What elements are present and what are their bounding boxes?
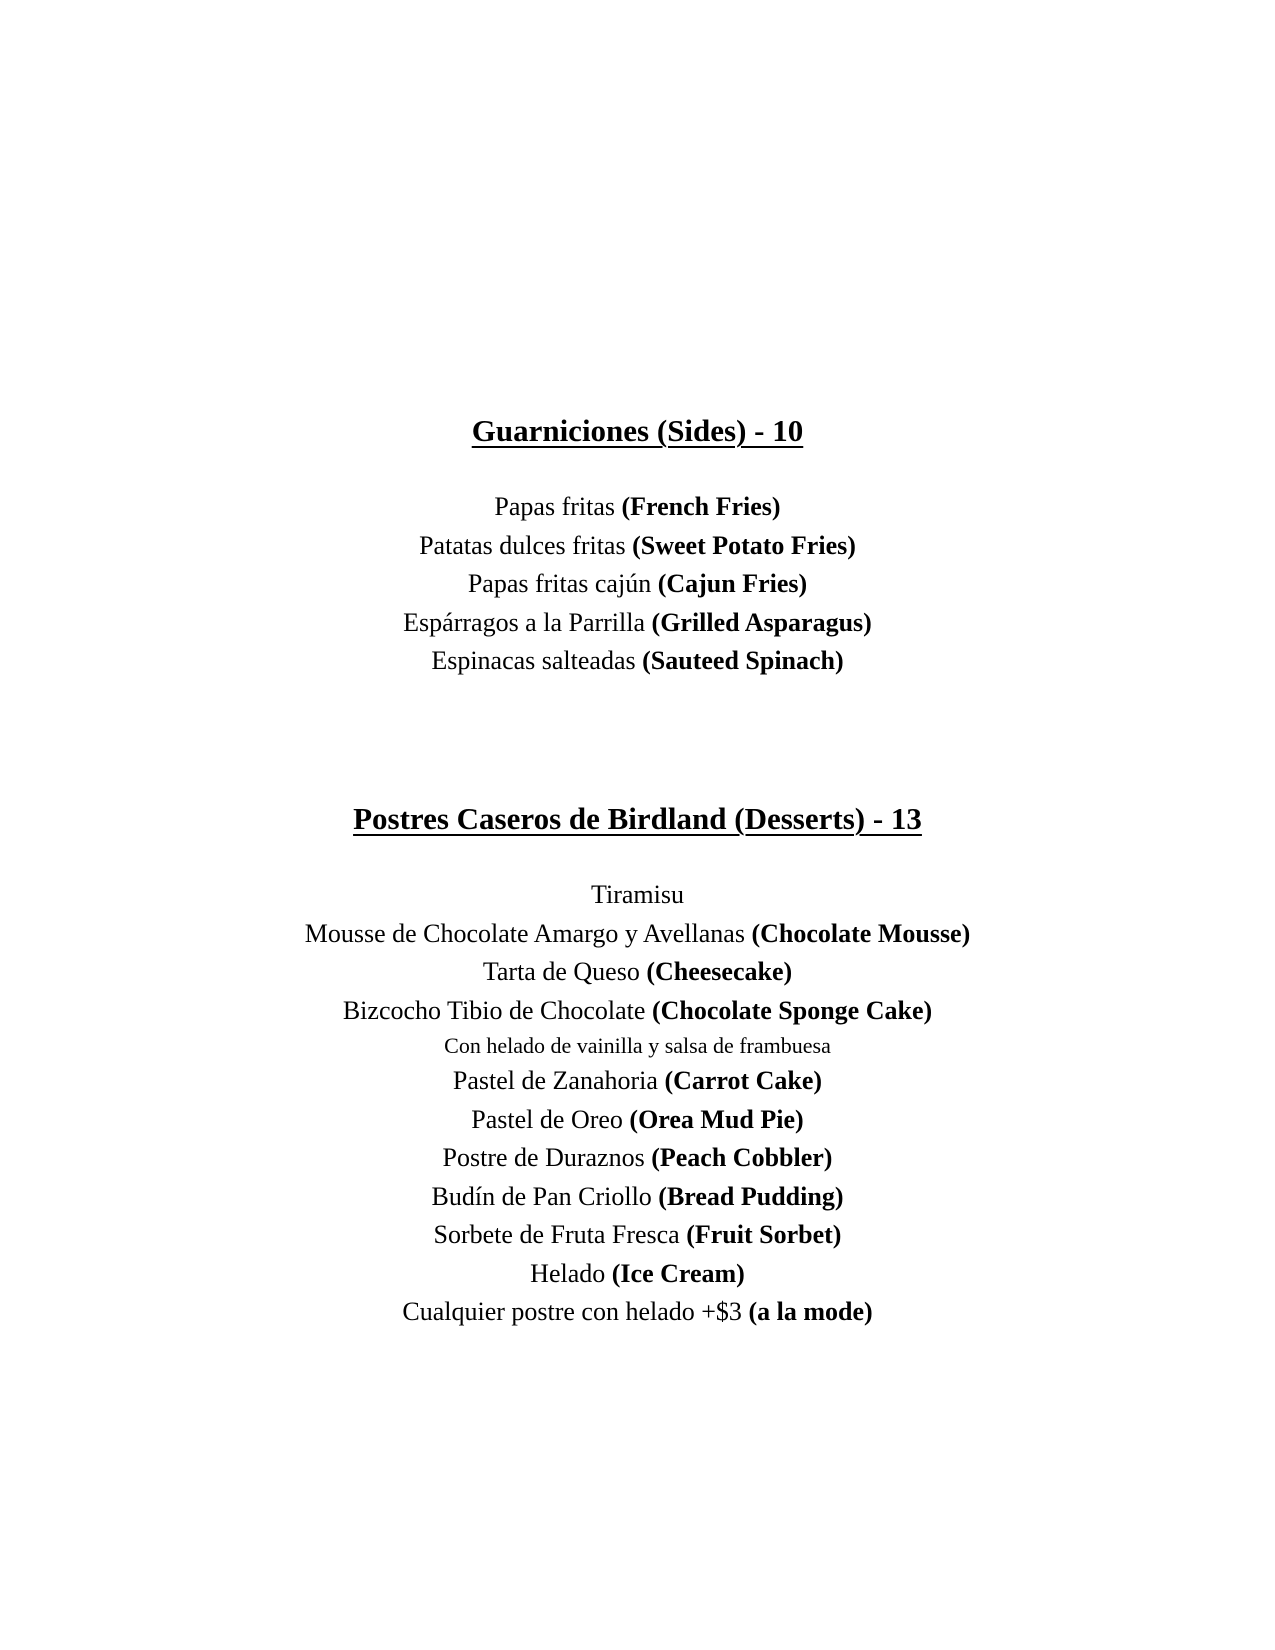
item-name-en: (Sweet Potato Fries) <box>632 530 856 560</box>
item-name-en: (Cajun Fries) <box>657 569 808 598</box>
menu-item <box>0 488 1275 527</box>
desserts-section <box>0 800 1275 1332</box>
item-name-en: (Cheesecake) <box>646 957 793 986</box>
menu-item <box>0 1101 1275 1140</box>
menu-item <box>0 565 1275 604</box>
item-name-en: (Bread Pudding) <box>658 1181 844 1211</box>
sides-list <box>0 488 1275 681</box>
item-name-es: Tarta de Queso <box>482 957 647 986</box>
item-name-es: Helado <box>530 1258 612 1288</box>
item-name-es: Pastel de Oreo <box>471 1104 630 1134</box>
menu-item <box>0 1178 1275 1217</box>
menu-item <box>0 527 1275 566</box>
item-name-en: (Peach Cobbler) <box>651 1143 833 1172</box>
item-name-es: Patatas dulces fritas <box>419 530 633 560</box>
item-name-en: (Chocolate Mousse) <box>751 918 971 948</box>
item-name-en: (Fruit Sorbet) <box>686 1220 842 1249</box>
menu-item <box>0 992 1275 1031</box>
item-name-en: (Grilled Asparagus) <box>651 607 872 637</box>
item-name-es: Espárragos a la Parrilla <box>403 607 652 637</box>
item-name-en: (Orea Mud Pie) <box>629 1104 804 1134</box>
menu-item <box>0 1062 1275 1101</box>
menu-item <box>0 642 1275 681</box>
menu-item <box>0 1216 1275 1255</box>
item-name-es: Sorbete de Fruta Fresca <box>433 1220 687 1249</box>
item-name-en: (French Fries) <box>621 492 781 521</box>
item-name-en: (Sauteed Spinach) <box>642 646 844 675</box>
item-name-es: Espinacas salteadas <box>431 646 643 675</box>
desserts-list <box>0 876 1275 1332</box>
item-name-es: Papas fritas cajún <box>467 569 658 598</box>
menu-item <box>0 876 1275 915</box>
item-name-en: (Carrot Cake) <box>664 1066 823 1095</box>
menu-item <box>0 1139 1275 1178</box>
desserts-heading: Postres Caseros de Birdland (Desserts) - 13 <box>353 801 922 836</box>
menu-item <box>0 915 1275 954</box>
item-name-es: Papas fritas <box>494 492 622 521</box>
sides-heading: Guarniciones (Sides) - 10 <box>471 413 804 448</box>
item-name-es: Tiramisu <box>591 880 684 909</box>
item-note: Con helado de vainilla y salsa de frambuesa <box>444 1033 831 1058</box>
item-name-es: Postre de Duraznos <box>442 1143 652 1172</box>
menu-item <box>0 1293 1275 1332</box>
item-name-es: Pastel de Zanahoria <box>452 1066 665 1095</box>
item-name-es: Mousse de Chocolate Amargo y Avellanas <box>304 918 752 948</box>
item-name-es: Bizcocho Tibio de Chocolate <box>342 995 652 1025</box>
item-name-en: (Ice Cream) <box>611 1258 745 1288</box>
item-name-es: Budín de Pan Criollo <box>431 1181 659 1211</box>
item-name-en: (Chocolate Sponge Cake) <box>651 995 933 1025</box>
item-name-en: (a la mode) <box>748 1297 873 1326</box>
sides-section <box>0 412 1275 681</box>
menu-item <box>0 953 1275 992</box>
item-name-es: Cualquier postre con helado +$3 <box>402 1297 749 1326</box>
menu-item <box>0 1255 1275 1294</box>
menu-item <box>0 604 1275 643</box>
